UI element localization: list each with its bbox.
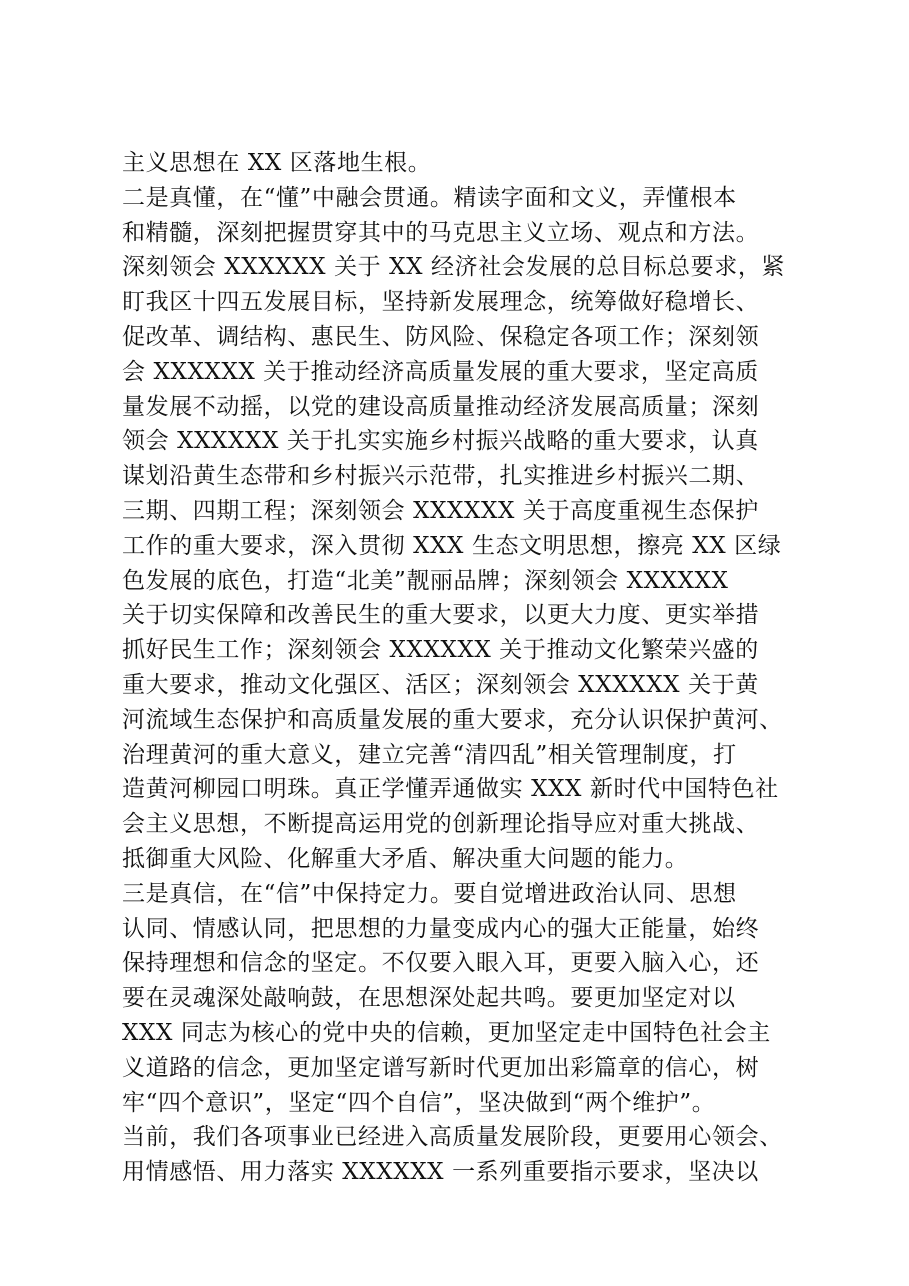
text-line: 义道路的信念，更加坚定谱写新时代更加出彩篇章的信心，树 bbox=[122, 1054, 760, 1081]
text-line: 认同、情感认同，把思想的力量变成内心的强大正能量，始终 bbox=[122, 915, 760, 942]
body-text bbox=[122, 146, 822, 1190]
text-line: 会 XXXXXX 关于推动经济高质量发展的重大要求，坚定高质 bbox=[122, 358, 759, 385]
text-line: 三是真信，在“信”中保持定力。要自觉增进政治认同、思想 bbox=[122, 880, 737, 907]
text-line: 工作的重大要求，深入贯彻 XXX 生态文明思想，擦亮 XX 区绿 bbox=[122, 532, 782, 559]
text-line: 关于切实保障和改善民生的重大要求，以更大力度、更实举措 bbox=[122, 602, 760, 629]
text-line: 色发展的底色，打造“北美”靓丽品牌；深刻领会 XXXXXX bbox=[122, 567, 729, 594]
text-line: 量发展不动摇，以党的建设高质量推动经济发展高质量；深刻 bbox=[122, 393, 760, 420]
text-line: 河流域生态保护和高质量发展的重大要求，充分认识保护黄河、 bbox=[122, 706, 783, 733]
text-line: 造黄河柳园口明珠。真正学懂弄通做实 XXX 新时代中国特色社 bbox=[122, 776, 779, 803]
text-line: 保持理想和信念的坚定。不仅要入眼入耳，更要入脑入心，还 bbox=[122, 950, 760, 977]
text-line: 领会 XXXXXX 关于扎实实施乡村振兴战略的重大要求，认真 bbox=[122, 428, 759, 455]
text-line: 促改革、调结构、惠民生、防风险、保稳定各项工作；深刻领 bbox=[122, 323, 760, 350]
text-line: 重大要求，推动文化强区、活区；深刻领会 XXXXXX 关于黄 bbox=[122, 671, 759, 698]
text-line: 深刻领会 XXXXXX 关于 XX 经济社会发展的总目标总要求，紧 bbox=[122, 254, 786, 281]
text-line: 和精髓，深刻把握贯穿其中的马克思主义立场、观点和方法。 bbox=[122, 219, 760, 246]
text-line: 会主义思想，不断提高运用党的创新理论指导应对重大挑战、 bbox=[122, 811, 760, 838]
text-line: 要在灵魂深处敲响鼓，在思想深处起共鸣。要更加坚定对以 bbox=[122, 985, 736, 1012]
text-line: 当前，我们各项事业已经进入高质量发展阶段，更要用心领会、 bbox=[122, 1124, 783, 1151]
text-line: 牢“四个意识”，坚定“四个自信”，坚决做到“两个维护”。 bbox=[122, 1089, 716, 1116]
text-line: XXX 同志为核心的党中央的信赖，更加坚定走中国特色社会主 bbox=[122, 1019, 771, 1046]
text-line: 谋划沿黄生态带和乡村振兴示范带，扎实推进乡村振兴二期、 bbox=[122, 463, 760, 490]
text-line: 三期、四期工程；深刻领会 XXXXXX 关于高度重视生态保护 bbox=[122, 497, 759, 524]
text-line: 盯我区十四五发展目标，坚持新发展理念，统筹做好稳增长、 bbox=[122, 289, 760, 316]
text-line: 治理黄河的重大意义，建立完善“清四乱”相关管理制度，打 bbox=[122, 741, 737, 768]
text-line: 用情感悟、用力落实 XXXXXX 一系列重要指示要求，坚决以 bbox=[122, 1159, 759, 1186]
text-line: 二是真懂，在“懂”中融会贯通。精读字面和文义，弄懂根本 bbox=[122, 184, 737, 211]
text-line: 抵御重大风险、化解重大矛盾、解决重大问题的能力。 bbox=[122, 845, 689, 872]
text-line: 抓好民生工作；深刻领会 XXXXXX 关于推动文化繁荣兴盛的 bbox=[122, 637, 759, 664]
text-line: 主义思想在 XX 区落地生根。 bbox=[122, 150, 432, 176]
